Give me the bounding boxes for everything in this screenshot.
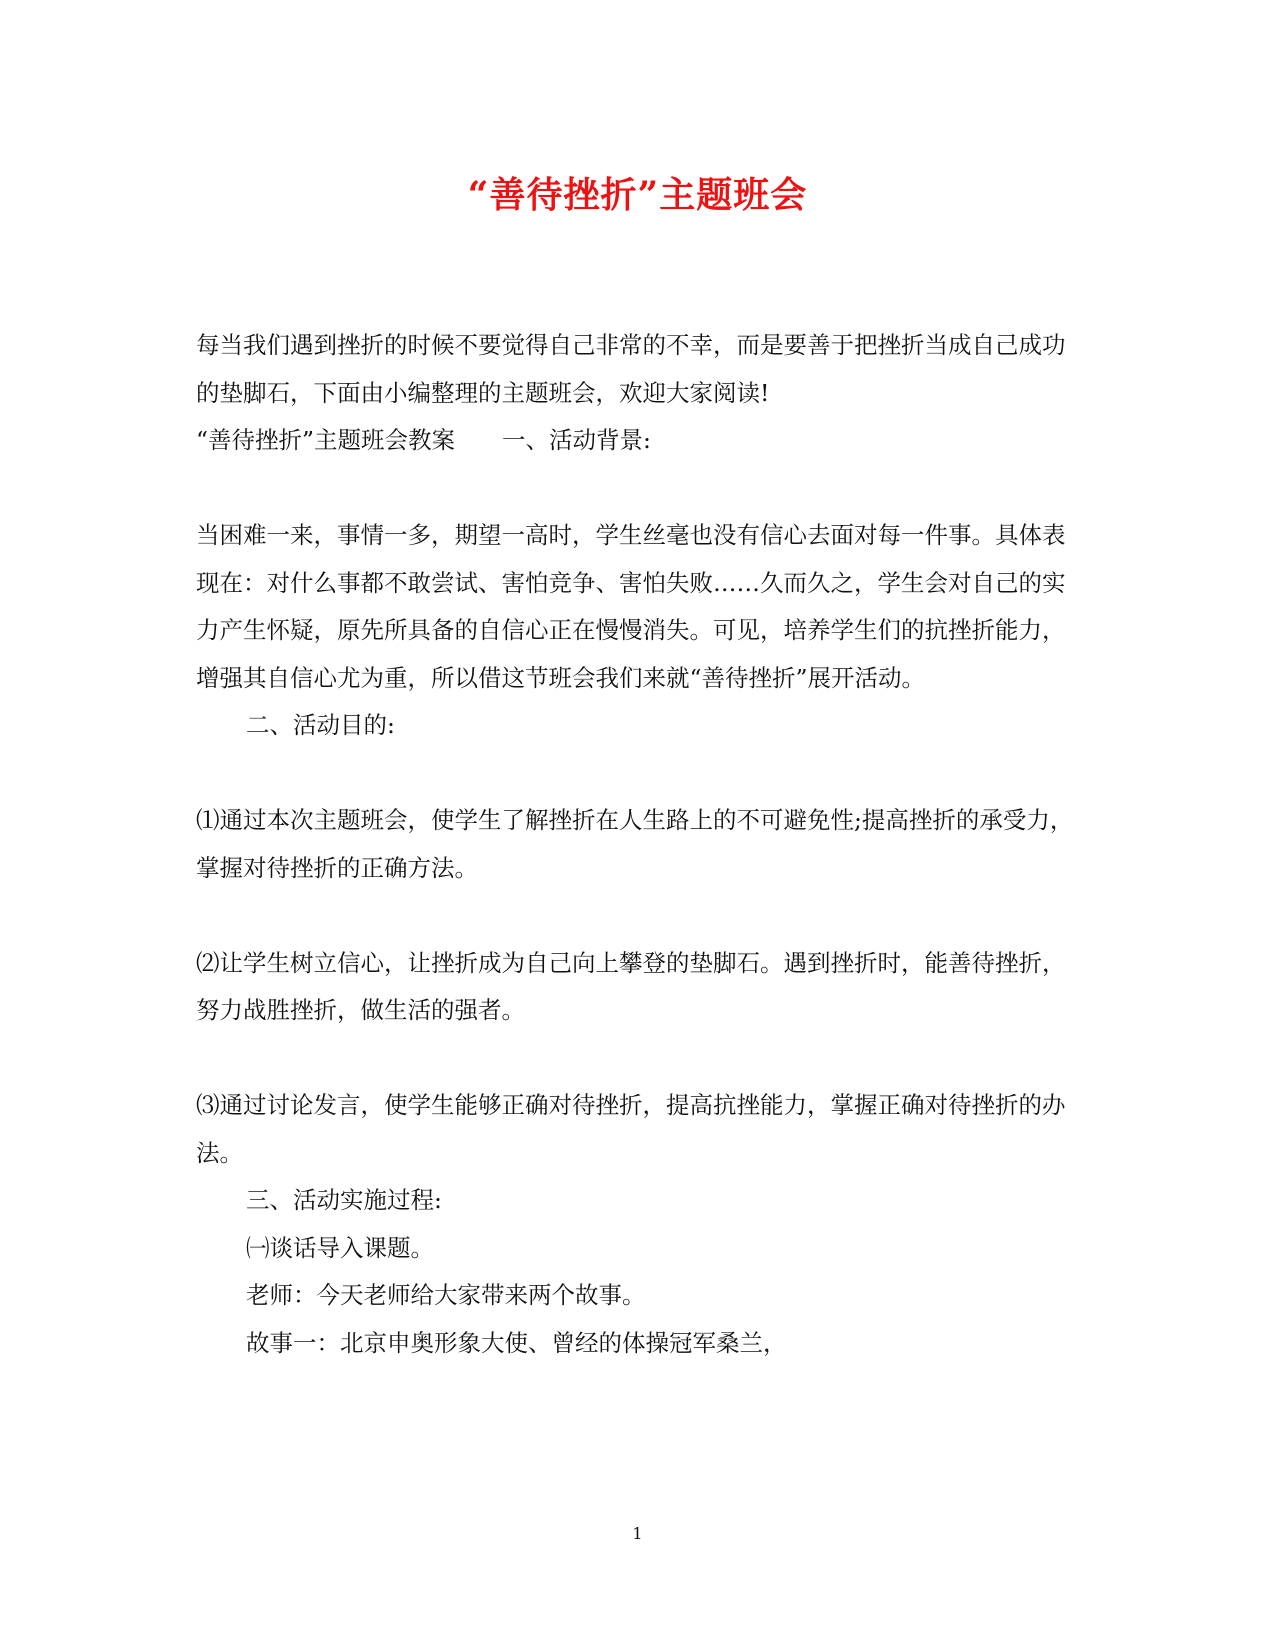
page-number: 1 [632, 1524, 643, 1543]
process-step-1: ㈠谈话导入课题。 [246, 1233, 434, 1262]
lesson-plan-heading: “善待挫折”主题班会教案 一、活动背景: [196, 426, 651, 454]
background-paragraph: 当困难一来，事情一多，期望一高时，学生丝毫也没有信心去面对每一件事。具体表现在：对什么事都不敢尝试、害怕竞争、害怕失败……久而久之，学生会对自己的实力产生怀疑，原先所具备的自信心正在慢慢消失。可见，培养学生们的抗挫折能力，增强其自信心尤为重，所以借这节班会我们来就“善待挫折”展开活动。 [196, 521, 1066, 692]
teacher-line: 老师：今天老师给大家带来两个故事。 [246, 1281, 646, 1309]
objective-item-3: ⑶通过讨论发言，使学生能够正确对待挫折，提高抗挫能力，掌握正确对待挫折的办法。 [196, 1091, 1066, 1167]
objective-item-2: ⑵让学生树立信心，让挫折成为自己向上攀登的垫脚石。遇到挫折时，能善待挫折，努力战胜挫折，做生活的强者。 [196, 948, 1066, 1024]
document-title: “善待挫折”主题班会 [467, 174, 808, 216]
paragraph-gap [196, 1035, 1076, 1083]
objective-item-1: ⑴通过本次主题班会，使学生了解挫折在人生路上的不可避免性;提高挫折的承受力，掌握对待挫折的正确方法。 [196, 806, 1074, 882]
intro-paragraph: 每当我们遇到挫折的时候不要觉得自己非常的不幸，而是要善于把挫折当成自己成功的垫脚石，下面由小编整理的主题班会，欢迎大家阅读! [196, 331, 1066, 407]
paragraph-gap [196, 750, 1076, 798]
section-heading-process: 三、活动实施过程: [246, 1186, 442, 1214]
paragraph-gap [196, 465, 1076, 513]
section-heading-objectives: 二、活动目的: [246, 711, 395, 739]
document-body [196, 322, 1076, 1367]
story-one-line: 故事一：北京申奥形象大使、曾经的体操冠军桑兰， [246, 1328, 787, 1357]
paragraph-gap [196, 892, 1076, 940]
